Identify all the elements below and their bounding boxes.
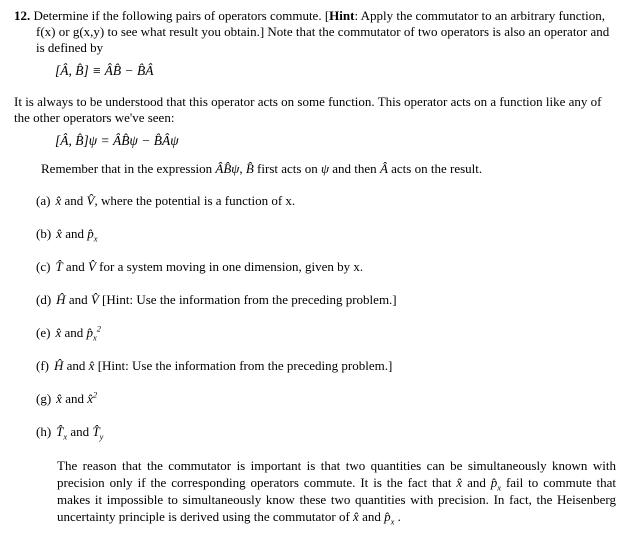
closing-text-5: .	[394, 509, 401, 524]
operator-action-paragraph: It is always to be understood that this operator acts on some function. This operator acts on a function like any of the other operators we've seen:	[14, 94, 602, 125]
remember-text-1: Remember that in the expression	[41, 161, 216, 176]
operator-1	[56, 292, 65, 307]
item-label: (c)	[36, 259, 51, 274]
operator-symbol: T̂	[55, 259, 63, 274]
math-token-x: x̂	[456, 475, 463, 490]
conjunction: and	[65, 259, 85, 274]
problem-number: 12.	[14, 8, 31, 23]
operator-symbol: V̂	[87, 259, 96, 274]
remember-text-4: and then	[329, 161, 380, 176]
commutator-action-equation: [Â, B̂]ψ = ÂB̂ψ − B̂Âψ	[55, 133, 179, 148]
item-label: (h)	[36, 424, 52, 439]
operator-symbol: x̂	[56, 391, 62, 406]
operator-subscript: x	[63, 431, 68, 442]
remember-text-2: ,	[239, 161, 246, 176]
intro-text-pre: Determine if the following pairs of operators commute. [	[33, 8, 330, 23]
operator-symbol: x̂	[55, 193, 62, 208]
operator-superscript: 2	[93, 389, 98, 400]
operator-subscript: y	[99, 431, 104, 442]
operator-symbol: T̂	[56, 424, 64, 439]
item-label: (a)	[36, 193, 51, 208]
list-item-h	[36, 424, 620, 440]
operator-symbol: x̂	[88, 358, 95, 373]
operator-subscript: x	[93, 332, 97, 343]
operator-symbol: x̂	[87, 391, 94, 406]
intro-text-post: : Apply the commutator to an arbitrary function, f(x) or g(x,y) to see what result you obtain.] Note that the commutator of two operators is also an operator and is defined by	[36, 8, 610, 55]
problem-statement	[14, 8, 620, 56]
operator-symbol: p̂	[87, 226, 94, 241]
math-token-psi: ψ	[320, 161, 330, 176]
operator-symbol: Ĥ	[56, 292, 66, 307]
remember-text-5: acts on the result.	[387, 161, 483, 176]
item-tail: , where the potential is a function of x.	[94, 193, 296, 208]
closing-text-1: The reason that the commutator is important is that two quantities can be simultaneously known with precision only if the corresponding operators commute. It is the fact that	[57, 458, 616, 490]
item-label: (e)	[36, 325, 51, 340]
conjunction: and	[64, 325, 84, 340]
operator-2	[88, 259, 96, 274]
list-item-b	[36, 226, 620, 242]
operator-1	[55, 259, 62, 274]
conjunction: and	[66, 358, 86, 373]
list-item-e	[36, 325, 620, 341]
operator-1	[55, 325, 61, 340]
closing-text-3: fail to commute that makes it impossible to simultaneously know these two quantities with precision. In fact, the Heisenberg uncertainty principle is derived using the commutator of	[57, 475, 616, 524]
item-label: (d)	[36, 292, 52, 307]
item-label: (g)	[36, 391, 52, 406]
math-token-a: Â	[379, 161, 388, 176]
operator-2	[91, 292, 99, 307]
operator-subscript: x	[93, 233, 98, 244]
operator-symbol: x̂	[55, 325, 62, 340]
hint-label: Hint	[329, 8, 355, 23]
list-item-f	[36, 358, 620, 374]
items-list	[14, 193, 620, 440]
conjunction: and	[70, 424, 90, 439]
operator-symbol: Ĥ	[54, 358, 64, 373]
conjunction: and	[65, 391, 84, 406]
operator-1	[56, 391, 62, 406]
operator-1	[56, 424, 68, 442]
operator-2	[87, 391, 97, 406]
conjunction: and	[64, 193, 84, 208]
operator-superscript: 2	[96, 323, 101, 334]
math-token-b: B̂	[245, 161, 254, 176]
item-label: (f)	[36, 358, 49, 373]
operator-symbol: p̂	[86, 325, 93, 340]
operator-1	[55, 193, 61, 208]
remember-paragraph	[14, 161, 620, 177]
item-tail: [Hint: Use the information from the preceding problem.]	[98, 292, 397, 307]
conjunction: and	[68, 292, 88, 307]
closing-text-2: and	[462, 475, 491, 490]
operator-1	[56, 226, 62, 241]
operator-symbol: p̂	[384, 509, 391, 524]
remember-text-3: first acts on	[253, 161, 321, 176]
operator-symbol: x̂	[56, 226, 62, 241]
math-token-px	[384, 509, 395, 527]
commutator-definition-equation: [Â, B̂] ≡ ÂB̂ − B̂Â	[55, 63, 154, 78]
list-item-d	[36, 292, 620, 308]
math-token-px	[490, 475, 502, 493]
item-tail: [Hint: Use the information from the preceding problem.]	[94, 358, 393, 373]
item-tail: for a system moving in one dimension, given by x.	[95, 259, 364, 274]
math-token-x: x̂	[353, 509, 359, 524]
operator-1	[54, 358, 63, 373]
operator-subscript: x	[390, 516, 395, 527]
operator-subscript: x	[497, 482, 502, 493]
list-item-c	[36, 259, 620, 275]
operator-symbol: V̂	[90, 292, 99, 307]
operator-symbol: V̂	[86, 193, 95, 208]
operator-2	[92, 424, 104, 442]
list-item-a	[36, 193, 620, 209]
math-token-abpsi: ÂB̂ψ	[215, 161, 240, 176]
operator-symbol: p̂	[490, 475, 498, 490]
operator-symbol: T̂	[92, 424, 100, 439]
operator-2	[86, 323, 101, 343]
closing-text-4: and	[358, 509, 385, 524]
conjunction: and	[65, 226, 84, 241]
closing-paragraph	[57, 457, 616, 525]
item-label: (b)	[36, 226, 52, 241]
list-item-g	[36, 391, 620, 407]
operator-2	[87, 226, 98, 244]
